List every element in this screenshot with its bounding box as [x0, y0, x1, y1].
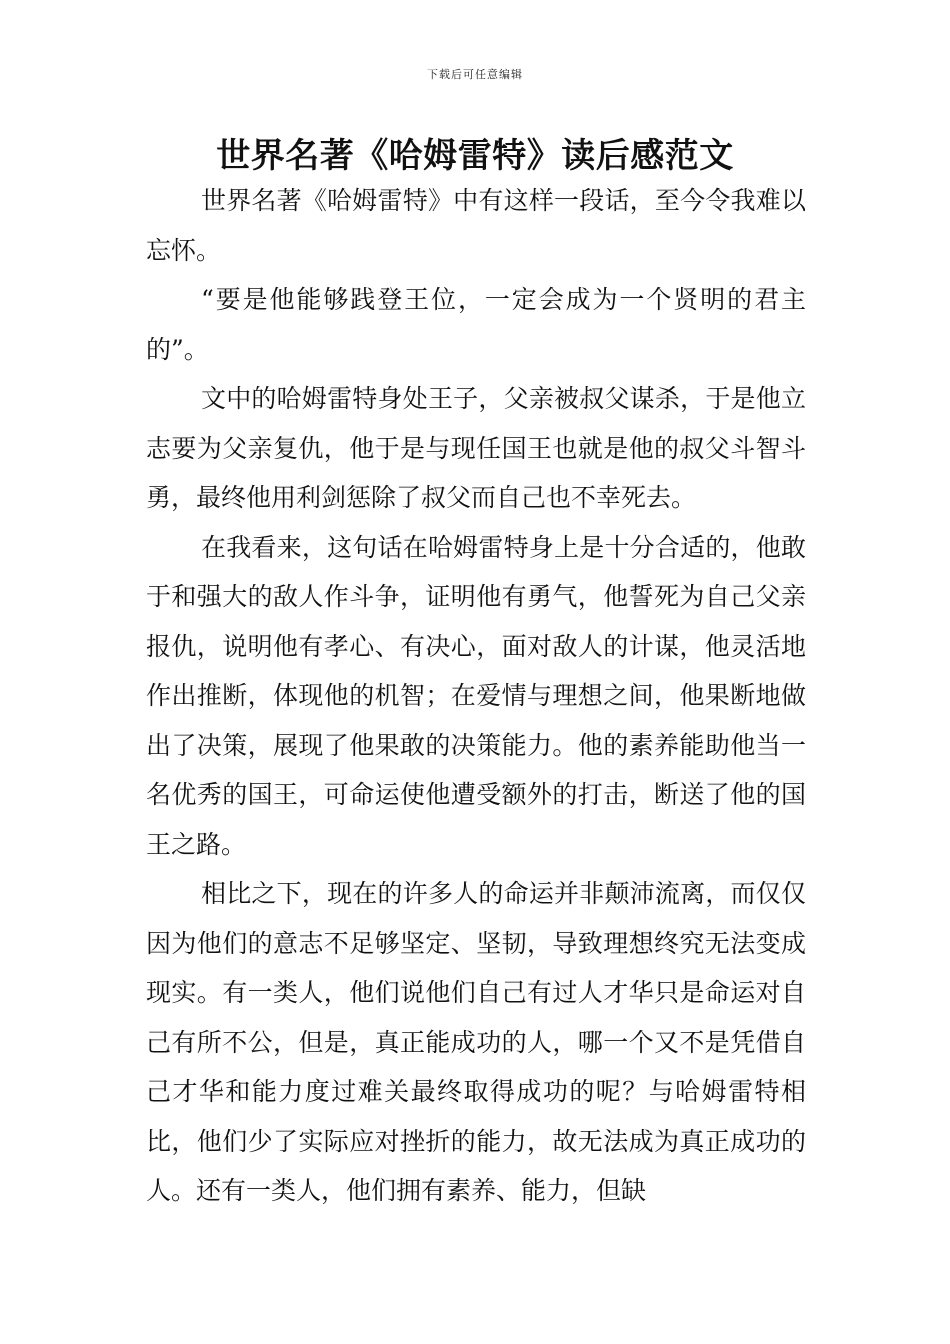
document-body: [146, 176, 806, 1216]
paragraph: “要是他能够践登王位，一定会成为一个贤明的君主的”。: [146, 285, 806, 364]
paragraph: 文中的哈姆雷特身处王子，父亲被叔父谋杀，于是他立志要为父亲复仇，他于是与现任国王也就是他的叔父斗智斗勇，最终他用利剑惩除了叔父而自己也不幸死去。: [146, 384, 806, 512]
header-note: 下载后可任意编辑: [427, 68, 523, 81]
paragraph: 相比之下，现在的许多人的命运并非颠沛流离，而仅仅因为他们的意志不足够坚定、坚韧，导致理想终究无法变成现实。有一类人，他们说他们自己有过人才华只是命运对自己有所不公，但是，真正能成功的人，哪一个又不是凭借自己才华和能力度过难关最终取得成功的呢？与哈姆雷特相比，他们少了实际应对挫折的能力，故无法成为真正成功的人。还有一类人，他们拥有素养、能力，但缺: [146, 879, 806, 1205]
paragraph: 世界名著《哈姆雷特》中有这样一段话，至今令我难以忘怀。: [146, 186, 806, 265]
document-title: 世界名著《哈姆雷特》读后感范文: [216, 136, 734, 176]
paragraph: 在我看来，这句话在哈姆雷特身上是十分合适的，他敢于和强大的敌人作斗争，证明他有勇气，他誓死为自己父亲报仇，说明他有孝心、有决心，面对敌人的计谋，他灵活地作出推断，体现他的机智；在爱情与理想之间，他果断地做出了决策，展现了他果敢的决策能力。他的素养能助他当一名优秀的国王，可命运使他遭受额外的打击，断送了他的国王之路。: [146, 532, 806, 859]
